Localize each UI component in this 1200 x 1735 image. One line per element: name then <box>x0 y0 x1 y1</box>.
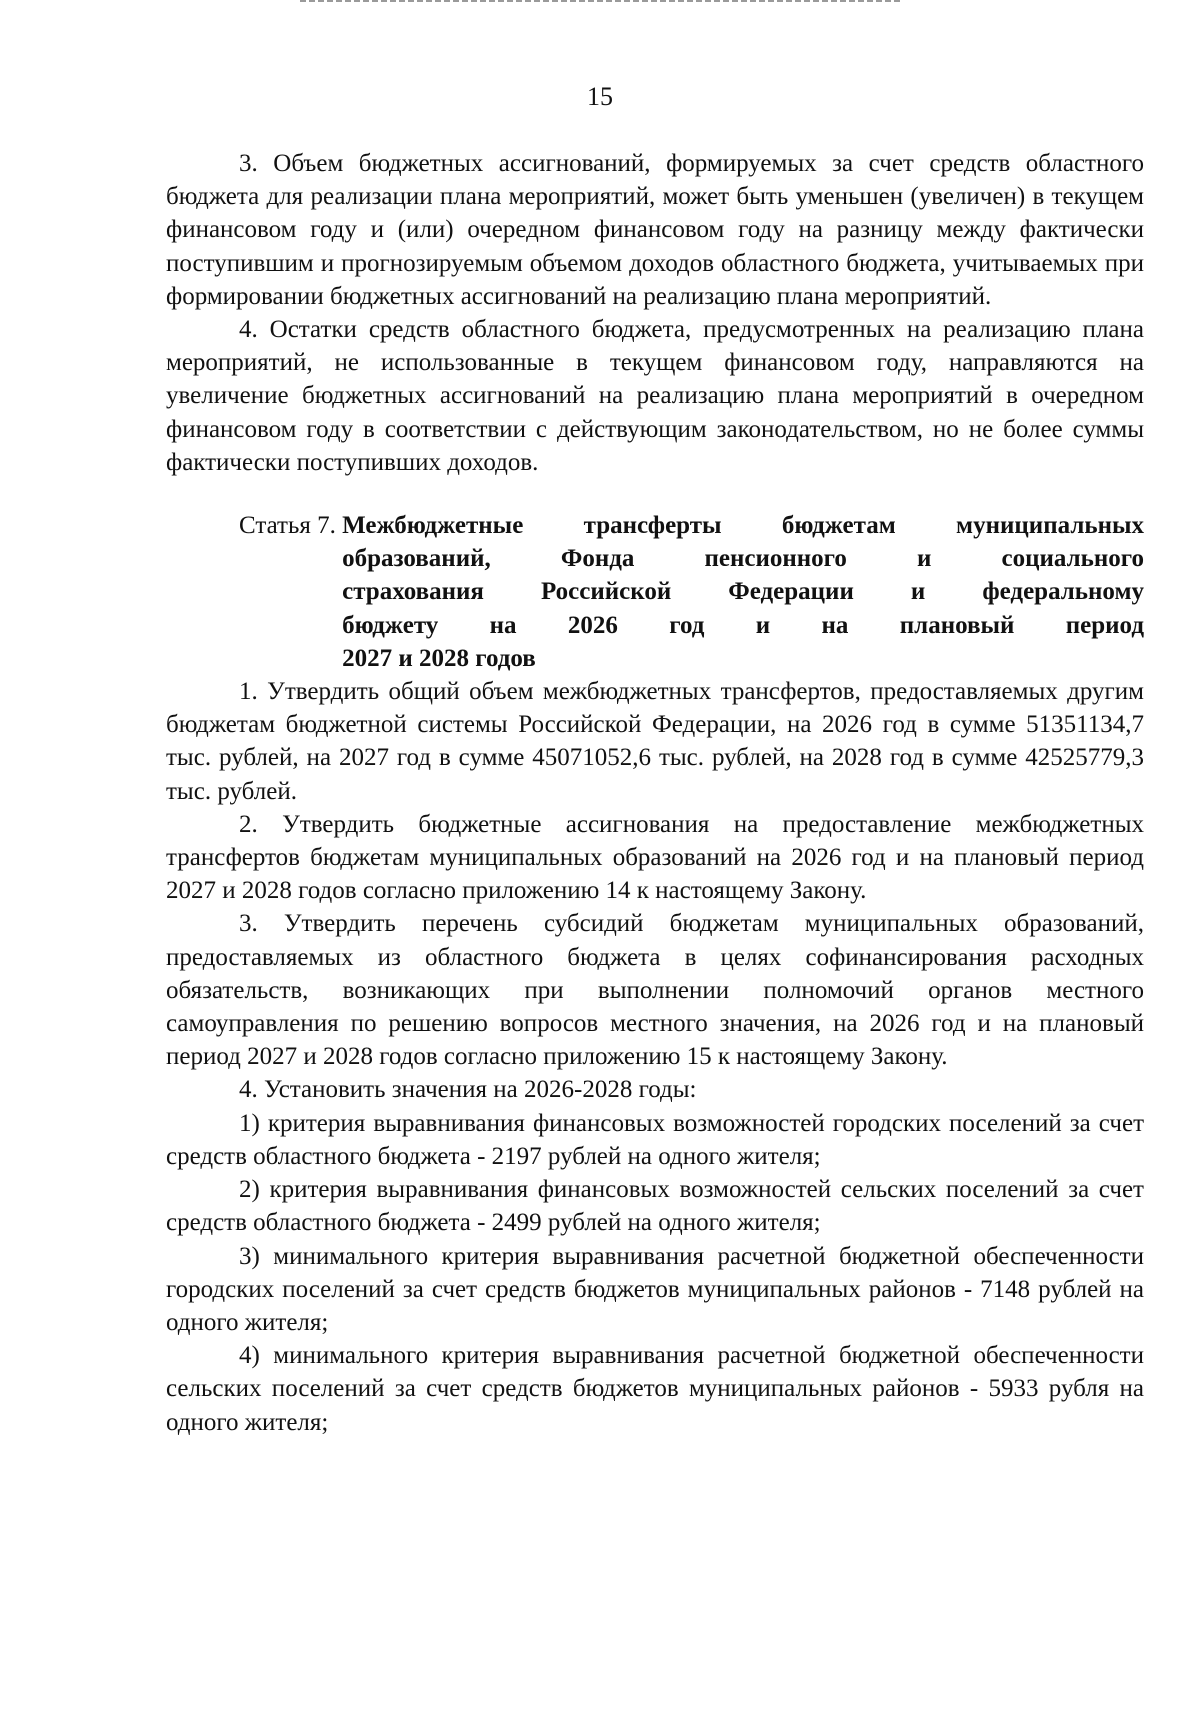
article-title-line: страхования Российской Федерации и федеральному <box>342 578 1144 606</box>
article-label: Статья 7. <box>239 512 343 540</box>
paragraph-subsidies-list: 3. Утвердить перечень субсидий бюджетам муниципальных образований, предоставляемых из областного бюджета в целях софинансирования расходных обязательств, возникающих при выполнении полномочий органов местного самоуправления по решению вопросов местного значения, на 2026 год и на плановый период 2027 и 2028 годов согласно приложению 15 к настоящему Закону. <box>166 910 1144 1071</box>
paragraph-total-transfers: 1. Утвердить общий объем межбюджетных трансфертов, предоставляемых другим бюджетам бюджетной системы Российской Федерации, на 2026 год в сумме 51351134,7 тыс. рублей, на 2027 год в сумме 45071052,6 тыс. рублей, на 2028 год в сумме 42525779,3 тыс. рублей. <box>166 678 1144 805</box>
paragraph-transfer-allocations: 2. Утвердить бюджетные ассигнования на предоставление межбюджетных трансфертов бюджетам муниципальных образований на 2026 год и на плановый период 2027 и 2028 годов согласно приложению 14 к настоящему Закону. <box>166 810 1144 905</box>
document-body <box>166 147 1144 1439</box>
article-title-line: образований, Фонда пенсионного и социального <box>342 545 1144 573</box>
list-item-min-criterion-urban: 3) минимального критерия выравнивания расчетной бюджетной обеспеченности городских поселений за счет средств бюджетов муниципальных районов - 7148 рублей на одного жителя; <box>166 1242 1144 1336</box>
list-item-min-criterion-rural: 4) минимального критерия выравнивания расчетной бюджетной обеспеченности сельских поселений за счет средств бюджетов муниципальных районов - 5933 рубля на одного жителя; <box>166 1342 1144 1436</box>
article-title-line: 2027 и 2028 годов <box>342 644 536 672</box>
list-item-criterion-urban: 1) критерия выравнивания финансовых возможностей городских поселений за счет средств областного бюджета - 2197 рублей на одного жителя; <box>166 1109 1144 1170</box>
top-border-line <box>300 0 900 2</box>
article-title-line: бюджету на 2026 год и на плановый период <box>342 611 1144 639</box>
article-7-heading <box>166 509 1144 675</box>
article-title-line: Межбюджетные трансферты бюджетам муниципальных <box>342 512 1144 540</box>
list-item-criterion-rural: 2) критерия выравнивания финансовых возможностей сельских поселений за счет средств областного бюджета - 2499 рублей на одного жителя; <box>166 1176 1144 1237</box>
article-title <box>342 509 1144 675</box>
paragraph-budget-remaining-funds: 4. Остатки средств областного бюджета, предусмотренных на реализацию плана мероприятий, не использованные в текущем финансовом году, направляются на увеличение бюджетных ассигнований на реализацию плана мероприятий в очередном финансовом году в соответствии с действующим законодательством, но не более суммы фактически поступивших доходов. <box>166 316 1144 476</box>
page-number: 15 <box>587 82 613 111</box>
paragraph-budget-allocations-adjustment: 3. Объем бюджетных ассигнований, формируемых за счет средств областного бюджета для реализации плана мероприятий, может быть уменьшен (увеличен) в текущем финансовом году и (или) очередном финансовом году на разницу между фактически поступившим и прогнозируемым объемом доходов областного бюджета, учитываемых при формировании бюджетных ассигнований на реализацию плана мероприятий. <box>166 150 1144 310</box>
paragraph-set-values: 4. Установить значения на 2026-2028 годы: <box>239 1076 697 1104</box>
